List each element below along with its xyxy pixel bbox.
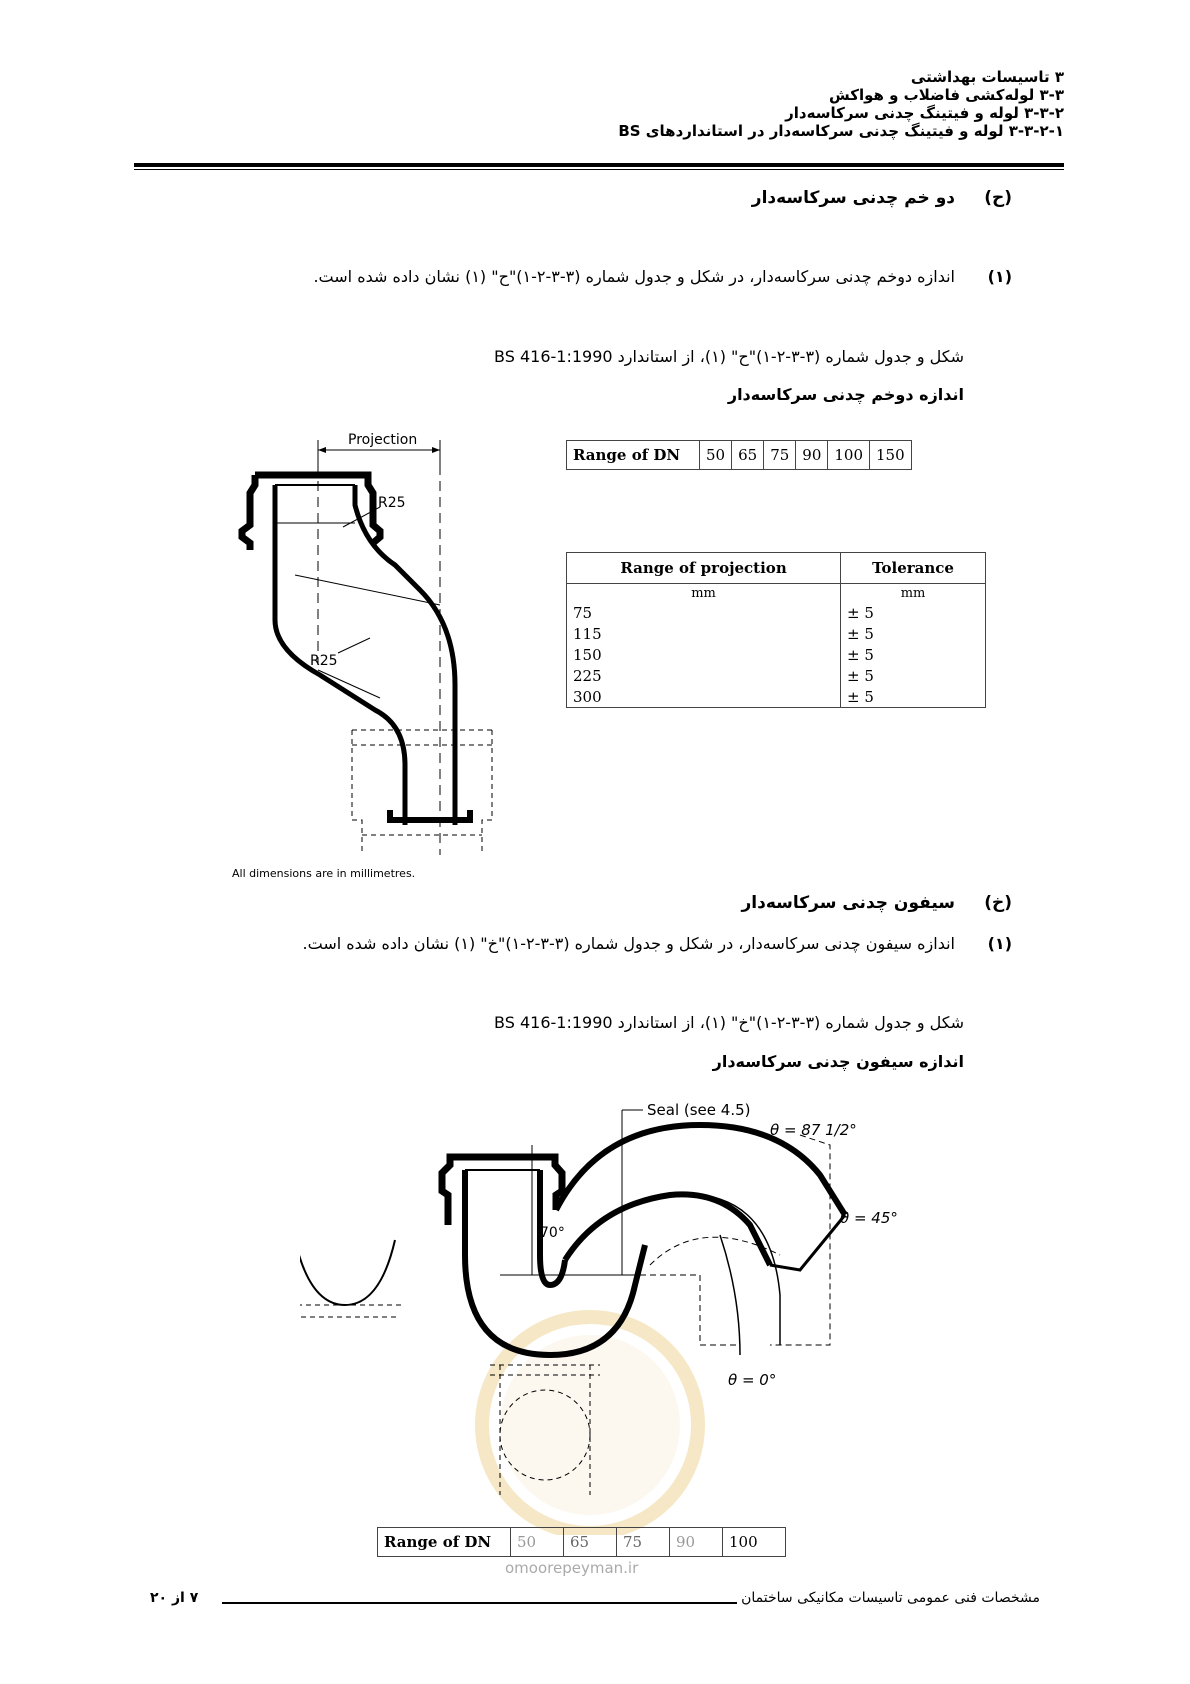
r25-bottom-label: R25: [310, 653, 338, 669]
dimensions-note: All dimensions are in millimetres.: [232, 867, 416, 880]
table-row: [567, 623, 986, 644]
r25-top-label: R25: [378, 495, 406, 511]
dn-value-cell: 90: [796, 441, 828, 470]
projection-cell: 225: [567, 665, 841, 686]
header-line-2: ۳-۳ لوله‌کشی فاضلاب و هواکش: [829, 86, 1064, 104]
trap-drawing: [300, 1095, 920, 1535]
footer-rule: [222, 1602, 737, 1604]
projection-table: [566, 552, 986, 708]
section-kh-marker: (خ): [984, 893, 1012, 913]
section-h-marker: (ح): [984, 188, 1012, 208]
dn-table-kh: [377, 1527, 786, 1557]
dn-value-cell: 75: [617, 1528, 670, 1557]
projection-cell: 300: [567, 686, 841, 708]
figure-h-caption: شکل و جدول شماره (۳-۳-۲-۱)"ح" (۱)، از استاندارد BS 416-1:1990: [494, 347, 964, 366]
section-h-item-text: اندازه دوخم چدنی سرکاسه‌دار، در شکل و جدول شماره (۳-۳-۲-۱)"ح" (۱) نشان داده شده است.: [313, 267, 955, 286]
figure-kh-caption: شکل و جدول شماره (۳-۳-۲-۱)"خ" (۱)، از استاندارد BS 416-1:1990: [494, 1013, 964, 1032]
dn-table-h: [566, 440, 912, 470]
header-rule-thin: [134, 169, 1064, 170]
dn-value-cell: 90: [670, 1528, 723, 1557]
tolerance-cell: ± 5: [841, 602, 986, 623]
dn-value-cell: 100: [723, 1528, 786, 1557]
table-row: [567, 602, 986, 623]
projection-cell: 115: [567, 623, 841, 644]
projection-cell: 75: [567, 602, 841, 623]
tolerance-cell: ± 5: [841, 665, 986, 686]
theta-0-label: θ = 0°: [728, 1371, 777, 1389]
unit-cell: mm: [841, 584, 986, 603]
dn-value-cell: 50: [511, 1528, 564, 1557]
dn-value-cell: 150: [870, 441, 912, 470]
dn-value-cell: 50: [700, 441, 732, 470]
figure-h-caption-bold: اندازه دوخم چدنی سرکاسه‌دار: [727, 385, 964, 404]
dn-value-cell: 65: [564, 1528, 617, 1557]
header-line-4: ۳-۳-۲-۱ لوله و فیتینگ چدنی سرکاسه‌دار در استانداردهای BS: [618, 122, 1064, 140]
figure-kh-caption-bold: اندازه سیفون چدنی سرکاسه‌دار: [712, 1052, 964, 1071]
theta-45-label: θ = 45°: [840, 1209, 898, 1227]
dn-label-cell: Range of DN: [567, 441, 700, 470]
dn-value-cell: 65: [732, 441, 764, 470]
footer-title: مشخصات فنی عمومی تاسیسات مکانیکی ساختمان: [741, 1590, 1040, 1606]
dn-label-cell: Range of DN: [378, 1528, 511, 1557]
section-kh-item-marker: (۱): [987, 934, 1012, 953]
watermark-url: omoorepeyman.ir: [505, 1559, 639, 1577]
tolerance-cell: ± 5: [841, 686, 986, 708]
page-number: ۷ از ۲۰: [150, 1590, 199, 1606]
section-kh-item-text: اندازه سیفون چدنی سرکاسه‌دار، در شکل و جدول شماره (۳-۳-۲-۱)"خ" (۱) نشان داده شده است.: [302, 934, 955, 953]
tolerance-cell: ± 5: [841, 644, 986, 665]
unit-cell: mm: [567, 584, 841, 603]
table-row: [567, 686, 986, 708]
dn-value-cell: 75: [764, 441, 796, 470]
header-rule-thick: [134, 163, 1064, 167]
seal-label: Seal (see 4.5): [647, 1101, 751, 1119]
projection-cell: 150: [567, 644, 841, 665]
dn-value-cell: 100: [828, 441, 870, 470]
section-h-item-marker: (۱): [987, 267, 1012, 286]
header-tolerance: Tolerance: [841, 553, 986, 584]
projection-label: Projection: [348, 432, 418, 448]
double-bend-drawing: [230, 425, 530, 865]
section-h-title: دو خم چدنی سرکاسه‌دار: [751, 188, 955, 208]
table-row: [567, 644, 986, 665]
section-kh-title: سیفون چدنی سرکاسه‌دار: [741, 893, 955, 913]
header-range-of-projection: Range of projection: [567, 553, 841, 584]
tolerance-cell: ± 5: [841, 623, 986, 644]
header-line-3: ۳-۳-۲ لوله و فیتینگ چدنی سرکاسه‌دار: [785, 104, 1064, 122]
theta-87-label: θ = 87 1/2°: [770, 1121, 857, 1139]
angle-70-label: 70°: [540, 1225, 565, 1241]
table-row: [567, 665, 986, 686]
header-line-1: ۳ تاسیسات بهداشتی: [910, 68, 1064, 86]
